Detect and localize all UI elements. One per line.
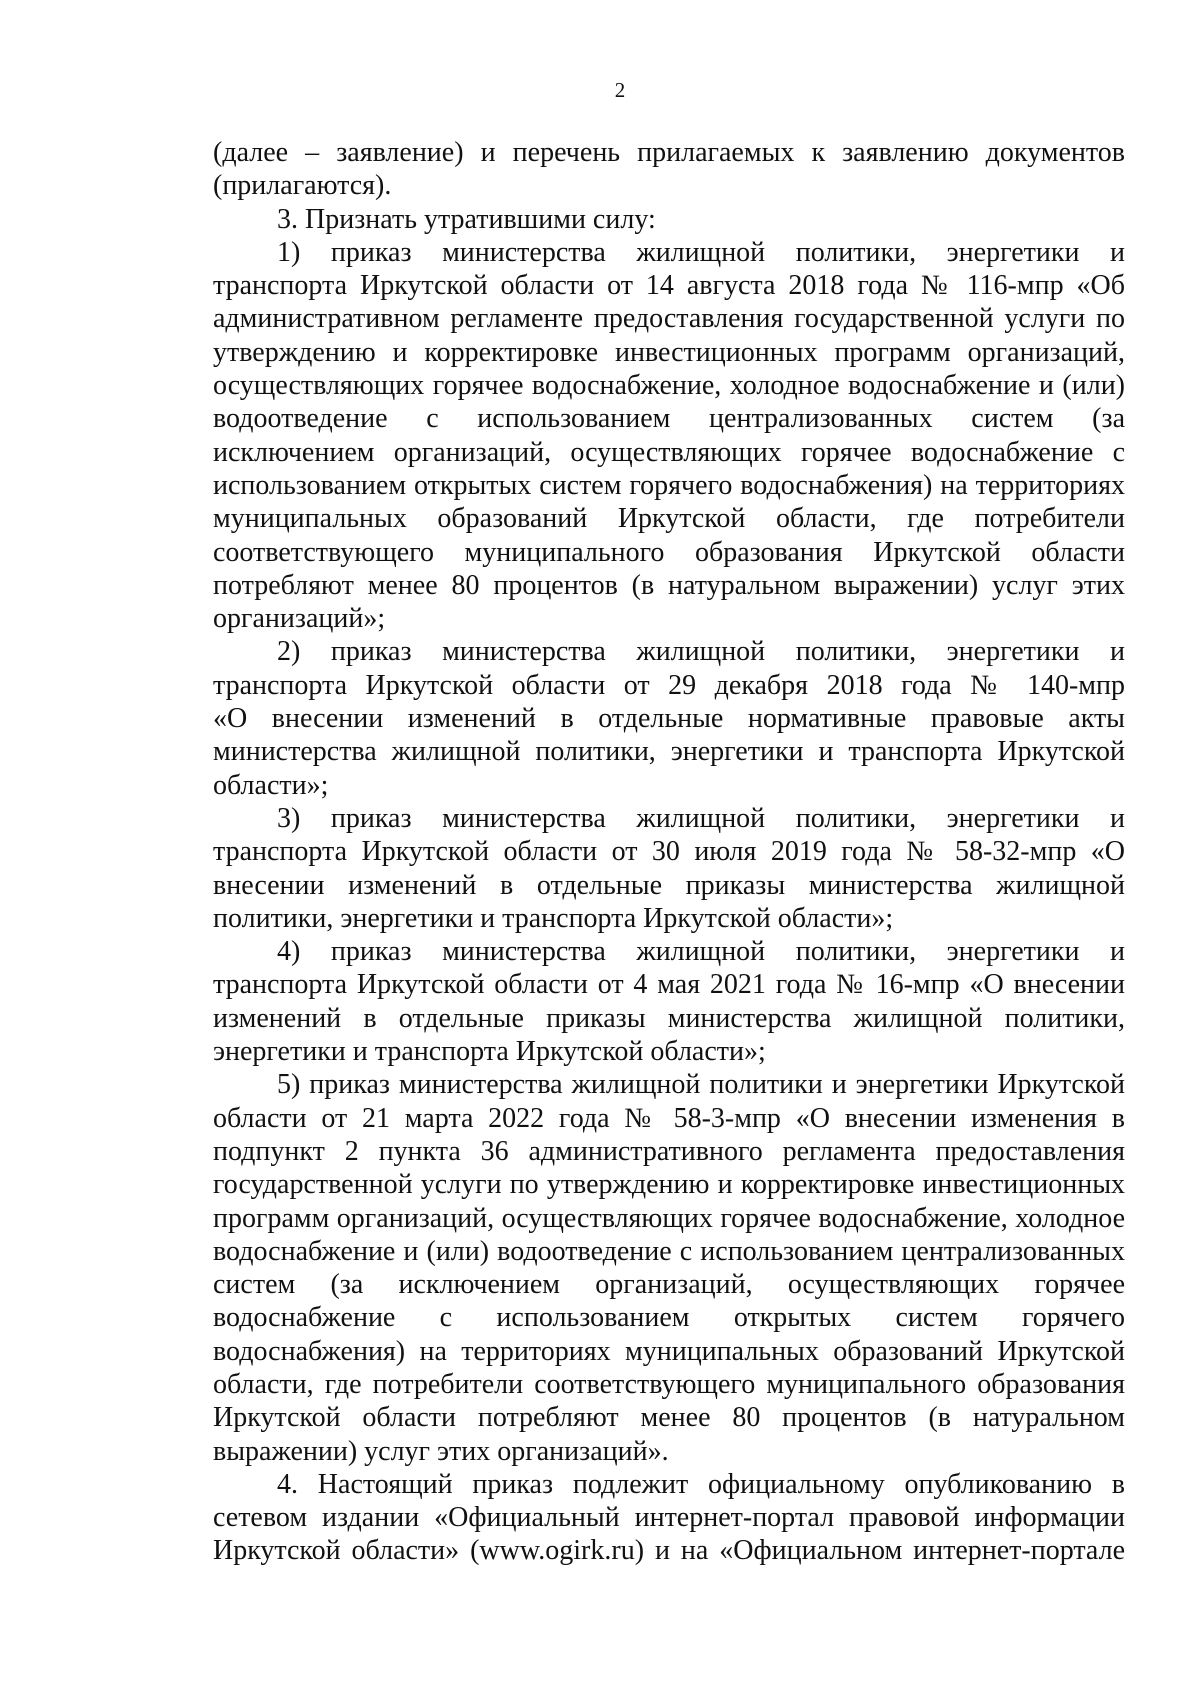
text-line: транспорта Иркутской области от 30 июля 2019 года № 58-32-мпр «О xyxy=(213,836,1125,868)
text-line: водоотведение с использованием централизованных систем (за xyxy=(213,403,1125,435)
text-line: подпункт 2 пункта 36 административного регламента предоставления xyxy=(213,1135,1125,1167)
text-line: энергетики и транспорта Иркутской области»; xyxy=(213,1036,766,1068)
text-line: транспорта Иркутской области от 29 декабря 2018 года № 140-мпр xyxy=(213,669,1125,701)
text-line: программ организаций, осуществляющих горячее водоснабжение, холодное xyxy=(213,1202,1125,1234)
text-line: сетевом издании «Официальный интернет-портал правовой информации xyxy=(213,1502,1125,1534)
text-line: потребляют менее 80 процентов (в натуральном выражении) услуг этих xyxy=(213,569,1125,601)
text-line: 4. Настоящий приказ подлежит официальному опубликованию в xyxy=(277,1468,1125,1500)
text-line: систем (за исключением организаций, осуществляющих горячее xyxy=(213,1269,1125,1301)
text-line: осуществляющих горячее водоснабжение, холодное водоснабжение и (или) xyxy=(213,370,1125,402)
paragraph-continuation xyxy=(213,136,1125,203)
text-line: Иркутской области» (www.ogirk.ru) и на «Официальном интернет-портале xyxy=(213,1535,1125,1567)
paragraph-item-3 xyxy=(213,203,1125,236)
text-line: 5) приказ министерства жилищной политики и энергетики Иркутской xyxy=(277,1069,1125,1101)
text-line: транспорта Иркутской области от 4 мая 2021 года № 16-мпр «О внесении xyxy=(213,969,1125,1001)
text-line: исключением организаций, осуществляющих горячее водоснабжение с xyxy=(213,436,1125,468)
text-line: государственной услуги по утверждению и корректировке инвестиционных xyxy=(213,1169,1125,1201)
text-line: «О внесении изменений в отдельные нормативные правовые акты xyxy=(213,703,1125,735)
document-body xyxy=(213,136,1125,1568)
text-line: области»; xyxy=(213,769,329,801)
text-line: области от 21 марта 2022 года № 58-3-мпр «О внесении изменения в xyxy=(213,1102,1125,1134)
text-line: 3) приказ министерства жилищной политики, энергетики и xyxy=(277,802,1125,834)
paragraph-sub-4 xyxy=(213,935,1125,1068)
text-line: министерства жилищной политики, энергетики и транспорта Иркутской xyxy=(213,736,1125,768)
text-line: Иркутской области потребляют менее 80 процентов (в натуральном xyxy=(213,1402,1125,1434)
text-line: административном регламенте предоставления государственной услуги по xyxy=(213,303,1125,335)
text-line: 3. Признать утратившими силу: xyxy=(277,203,656,235)
paragraph-sub-1 xyxy=(213,236,1125,636)
text-line: утверждению и корректировке инвестиционных программ организаций, xyxy=(213,336,1125,368)
text-line: транспорта Иркутской области от 14 августа 2018 года № 116-мпр «Об xyxy=(213,270,1125,302)
text-line: муниципальных образований Иркутской области, где потребители xyxy=(213,503,1125,535)
text-line: водоснабжение и (или) водоотведение с использованием централизованных xyxy=(213,1235,1125,1267)
paragraph-sub-2 xyxy=(213,635,1125,801)
text-line: (прилагаются). xyxy=(213,170,392,202)
text-line: соответствующего муниципального образования Иркутской области xyxy=(213,536,1125,568)
text-line: изменений в отдельные приказы министерства жилищной политики, xyxy=(213,1002,1125,1034)
text-line: 2) приказ министерства жилищной политики, энергетики и xyxy=(277,636,1125,668)
paragraph-sub-3 xyxy=(213,802,1125,935)
text-line: выражении) услуг этих организаций». xyxy=(213,1435,669,1467)
text-line: области, где потребители соответствующего муниципального образования xyxy=(213,1368,1125,1400)
text-line: водоснабжение с использованием открытых систем горячего xyxy=(213,1302,1125,1334)
paragraph-sub-5 xyxy=(213,1068,1125,1468)
text-line: 4) приказ министерства жилищной политики, энергетики и xyxy=(277,936,1125,968)
text-line: политики, энергетики и транспорта Иркутской области»; xyxy=(213,902,894,934)
text-line: внесении изменений в отдельные приказы министерства жилищной xyxy=(213,869,1125,901)
text-line: (далее – заявление) и перечень прилагаемых к заявлению документов xyxy=(213,137,1125,168)
text-line: водоснабжения) на территориях муниципальных образований Иркутской xyxy=(213,1335,1125,1367)
text-line: 1) приказ министерства жилищной политики, энергетики и xyxy=(277,236,1125,268)
text-line: организаций»; xyxy=(213,603,386,635)
page-number: 2 xyxy=(614,78,626,102)
text-line: использованием открытых систем горячего водоснабжения) на территориях xyxy=(213,469,1125,501)
paragraph-item-4 xyxy=(213,1468,1125,1568)
